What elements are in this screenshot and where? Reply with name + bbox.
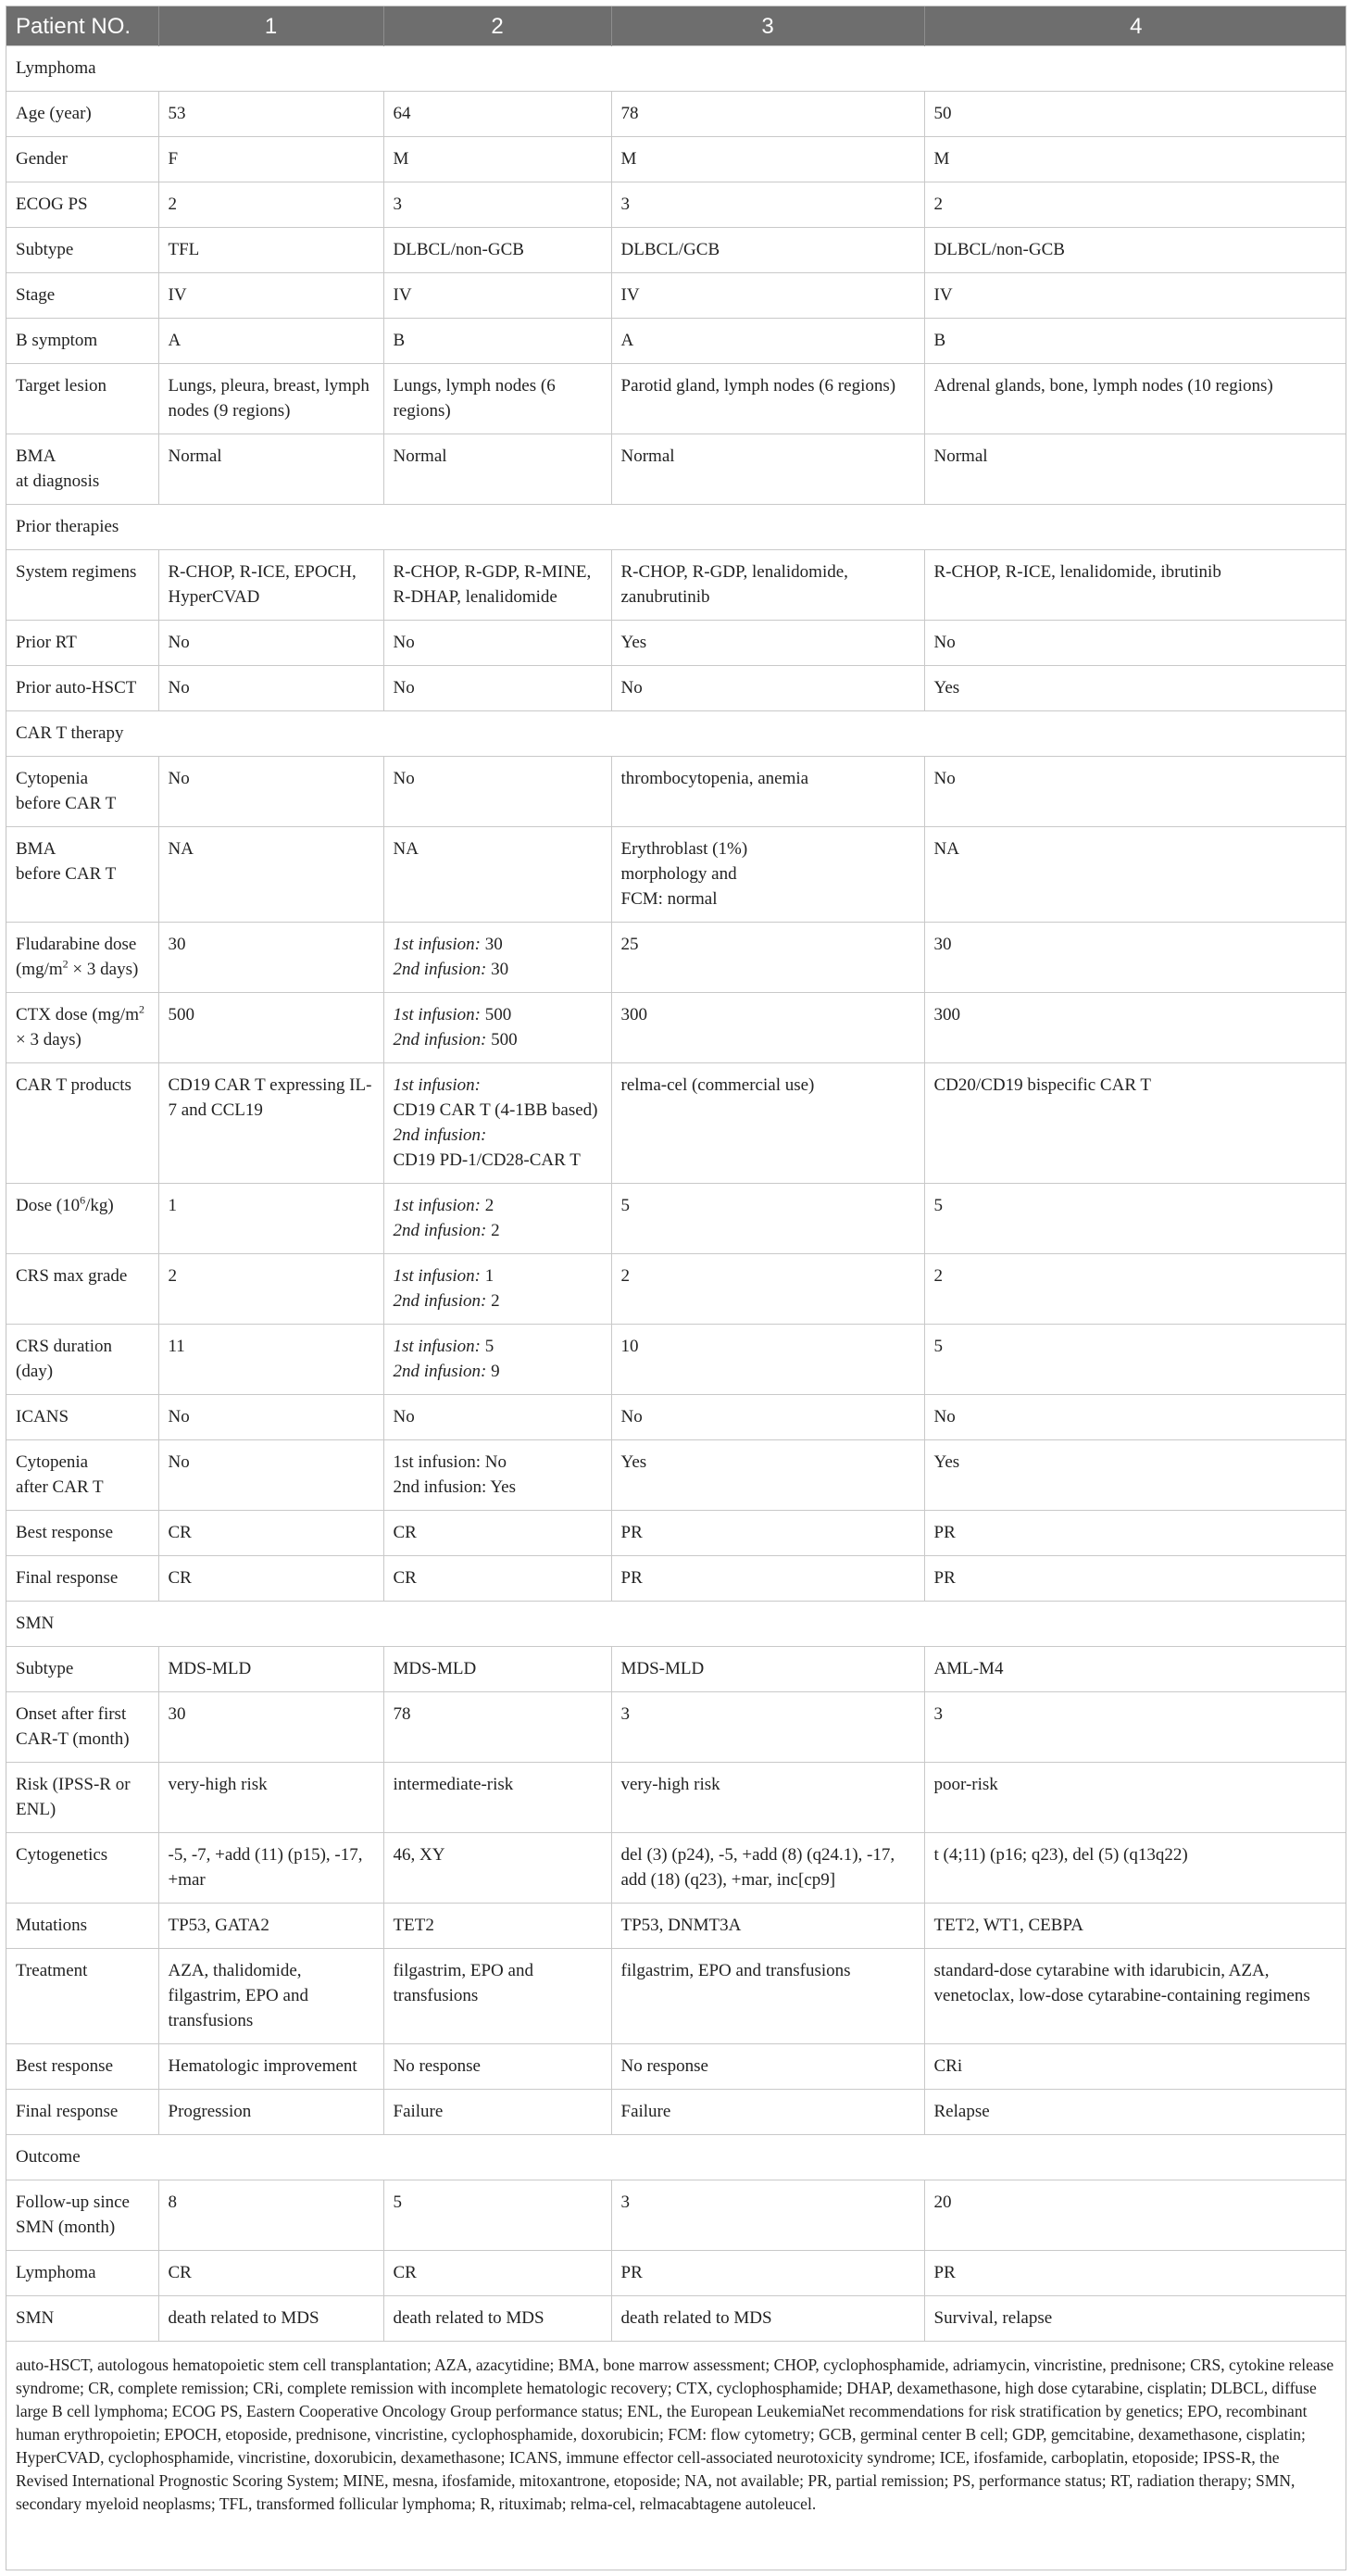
infusion-label: 1st infusion: [393, 1075, 481, 1095]
infusion-label: 2nd infusion: [393, 960, 487, 979]
table-cell: 8 [158, 2180, 383, 2251]
table-row [6, 1440, 1346, 1511]
row-label: Age (year) [6, 92, 158, 137]
table-cell: Failure [383, 2090, 611, 2135]
infusion-value: 500 [486, 1030, 518, 1049]
superscript: 2 [139, 1002, 144, 1016]
table-row [6, 182, 1346, 228]
table-row [6, 2251, 1346, 2296]
row-label: B symptom [6, 319, 158, 364]
table-cell [383, 923, 611, 993]
table-cell [383, 993, 611, 1063]
table-cell: 11 [158, 1325, 383, 1395]
table-cell: B [924, 319, 1346, 364]
section-row [6, 711, 1346, 757]
label-line: before CAR T [16, 864, 117, 884]
table-row [6, 993, 1346, 1063]
table-cell: NA [924, 827, 1346, 923]
table-cell: TP53, GATA2 [158, 1904, 383, 1949]
table-cell: -5, -7, +add (11) (p15), -17, +mar [158, 1833, 383, 1904]
table-cell: 10 [611, 1325, 924, 1395]
table-cell: 300 [611, 993, 924, 1063]
table-cell: CR [383, 1556, 611, 1602]
table-row [6, 1763, 1346, 1833]
table-cell: No [158, 621, 383, 666]
table-cell: 1 [158, 1184, 383, 1254]
row-label: Follow-up since SMN (month) [6, 2180, 158, 2251]
table-cell: No [383, 757, 611, 827]
table-cell: filgastrim, EPO and transfusions [611, 1949, 924, 2044]
table-cell: Relapse [924, 2090, 1346, 2135]
cell-line: Erythroblast (1%) [620, 839, 748, 859]
table-cell: Progression [158, 2090, 383, 2135]
table-cell: 30 [158, 923, 383, 993]
section-outcome: Outcome [6, 2135, 1346, 2180]
table-cell: 5 [924, 1325, 1346, 1395]
label-text: Fludarabine dose (mg/m [16, 935, 137, 979]
table-cell: NA [158, 827, 383, 923]
row-label: Best response [6, 1511, 158, 1556]
row-label: Risk (IPSS-R or ENL) [6, 1763, 158, 1833]
table-cell: No [611, 666, 924, 711]
table-cell: No [383, 621, 611, 666]
table-row [6, 1556, 1346, 1602]
infusion-label: 2nd infusion: [393, 1362, 487, 1381]
row-label: Lymphoma [6, 2251, 158, 2296]
table-cell: 2 [924, 182, 1346, 228]
table-row [6, 434, 1346, 505]
table-cell [383, 1440, 611, 1511]
label-line: before CAR T [16, 794, 117, 813]
table-cell: CD20/CD19 bispecific CAR T [924, 1063, 1346, 1184]
table-cell: Lungs, pleura, breast, lymph nodes (9 regions) [158, 364, 383, 434]
table-cell: No [924, 757, 1346, 827]
table-row [6, 1325, 1346, 1395]
table-cell: 2 [158, 1254, 383, 1325]
table-cell: TET2, WT1, CEBPA [924, 1904, 1346, 1949]
table-footnote: auto-HSCT, autologous hematopoietic stem cell transplantation; AZA, azacytidine; BMA, bone marrow assessment; CHOP, cyclophosphamide, adriamycin, vincristine, prednisone; CRS, cytokine release syndrome; CR, complete remission; CRi, complete remission with incomplete hematologic recovery; CTX, cyclophosphamide; DHAP, dexamethasone, high dose cytarabine, cisplatin; DLBCL, diffuse large B cell lymphoma; ECOG PS, Eastern Cooperative Oncology Group performance status; ENL, the European LeukemiaNet recommendations for risk stratification by genetics; EPO, recombinant human erythropoietin; EPOCH, etoposide, prednisone, vincristine, cyclophosphamide, doxorubicin; FCM: flow cytometry; GCB, germinal center B cell; GDP, gemcitabine, dexamethasone, cisplatin; HyperCVAD, cyclophosphamide, vincristine, doxorubicin, dexamethasone; ICANS, immune effector cell-associated neurotoxicity syndrome; ICE, ifosfamide, carboplatin, etoposide; IPSS-R, the Revised International Prognostic Scoring System; MINE, mesna, ifosfamide, mitoxantrone, etoposide; NA, not available; PR, partial remission; PS, performance status; RT, radiation therapy; SMN, secondary myeloid neoplasms; TFL, transformed follicular lymphoma; R, rituximab; relma-cel, relmacabtagene autoleucel. [6, 2341, 1346, 2529]
table-cell: CR [158, 1511, 383, 1556]
table-cell: 25 [611, 923, 924, 993]
row-label: Subtype [6, 228, 158, 273]
label-line: at diagnosis [16, 471, 100, 491]
table-cell: 3 [611, 2180, 924, 2251]
table-cell: PR [924, 2251, 1346, 2296]
table-cell: No [158, 757, 383, 827]
table-cell: filgastrim, EPO and transfusions [383, 1949, 611, 2044]
table-cell: CR [158, 2251, 383, 2296]
table-row [6, 2090, 1346, 2135]
table-cell: Normal [383, 434, 611, 505]
table-cell: No [158, 1395, 383, 1440]
infusion-value: 500 [480, 1005, 512, 1024]
table-cell: PR [924, 1511, 1346, 1556]
table-cell: NA [383, 827, 611, 923]
infusion-label: 1st infusion: [393, 1196, 481, 1215]
section-lymphoma: Lymphoma [6, 46, 1346, 92]
table-cell: M [383, 137, 611, 182]
row-label [6, 757, 158, 827]
infusion-value: 30 [486, 960, 509, 979]
row-label [6, 434, 158, 505]
infusion-value: 1 [480, 1266, 494, 1286]
table-cell: poor-risk [924, 1763, 1346, 1833]
row-label [6, 1184, 158, 1254]
table-cell: Yes [924, 666, 1346, 711]
label-line: Cytopenia [16, 769, 89, 788]
infusion-value: 2 [480, 1196, 494, 1215]
table-cell: M [611, 137, 924, 182]
table-cell: 53 [158, 92, 383, 137]
superscript: 2 [62, 957, 69, 971]
table-cell: Survival, relapse [924, 2296, 1346, 2342]
section-row [6, 46, 1346, 92]
table-cell: 30 [158, 1692, 383, 1763]
table-row [6, 1511, 1346, 1556]
table-cell: CD19 CAR T expressing IL-7 and CCL19 [158, 1063, 383, 1184]
table-cell: IV [383, 273, 611, 319]
table-cell: TET2 [383, 1904, 611, 1949]
table-row [6, 550, 1346, 621]
row-label: Prior auto-HSCT [6, 666, 158, 711]
table-cell: very-high risk [158, 1763, 383, 1833]
table-row [6, 1833, 1346, 1904]
cell-line: 2nd infusion: Yes [393, 1477, 516, 1497]
table-cell: Normal [924, 434, 1346, 505]
table-cell: standard-dose cytarabine with idarubicin, AZA, venetoclax, low-dose cytarabine-containing regimens [924, 1949, 1346, 2044]
infusion-label: 2nd infusion: [393, 1125, 487, 1145]
table-cell: A [158, 319, 383, 364]
row-label: SMN [6, 2296, 158, 2342]
label-line: after CAR T [16, 1477, 104, 1497]
table-cell: 78 [611, 92, 924, 137]
table-cell: Parotid gland, lymph nodes (6 regions) [611, 364, 924, 434]
row-label: Cytogenetics [6, 1833, 158, 1904]
header-patient-2: 2 [383, 6, 611, 46]
section-row [6, 505, 1346, 550]
table-row [6, 273, 1346, 319]
table-cell: 5 [924, 1184, 1346, 1254]
header-row [6, 6, 1346, 46]
table-cell: Yes [924, 1440, 1346, 1511]
table-cell: 2 [158, 182, 383, 228]
header-patient-no: Patient NO. [6, 6, 158, 46]
table-container [6, 6, 1346, 2570]
table-cell: IV [924, 273, 1346, 319]
row-label [6, 993, 158, 1063]
table-cell: 3 [383, 182, 611, 228]
header-patient-3: 3 [611, 6, 924, 46]
table-cell: No response [383, 2044, 611, 2090]
table-cell: No [158, 666, 383, 711]
table-cell: No [383, 1395, 611, 1440]
table-cell: 20 [924, 2180, 1346, 2251]
table-cell: intermediate-risk [383, 1763, 611, 1833]
label-text: Dose (10 [16, 1196, 81, 1215]
patient-table [6, 6, 1346, 2341]
table-cell [383, 1254, 611, 1325]
table-cell: R-CHOP, R-ICE, EPOCH, HyperCVAD [158, 550, 383, 621]
label-text: /kg) [85, 1196, 114, 1215]
table-cell: relma-cel (commercial use) [611, 1063, 924, 1184]
infusion-value: CD19 PD-1/CD28-CAR T [393, 1150, 581, 1170]
table-cell: PR [611, 1556, 924, 1602]
infusion-label: 1st infusion: [393, 1266, 481, 1286]
label-line: Cytopenia [16, 1452, 89, 1472]
table-cell: AML-M4 [924, 1647, 1346, 1692]
table-cell: No [924, 621, 1346, 666]
table-cell: Failure [611, 2090, 924, 2135]
table-row [6, 2180, 1346, 2251]
table-cell: R-CHOP, R-GDP, R-MINE, R-DHAP, lenalidomide [383, 550, 611, 621]
infusion-label: 2nd infusion: [393, 1291, 487, 1311]
row-label: Treatment [6, 1949, 158, 2044]
label-text: × 3 days) [16, 1030, 81, 1049]
table-row [6, 92, 1346, 137]
table-row [6, 1254, 1346, 1325]
table-cell: DLBCL/GCB [611, 228, 924, 273]
table-cell: MDS-MLD [383, 1647, 611, 1692]
table-row [6, 228, 1346, 273]
table-row [6, 1063, 1346, 1184]
header-patient-1: 1 [158, 6, 383, 46]
table-cell: death related to MDS [158, 2296, 383, 2342]
row-label [6, 1440, 158, 1511]
table-row [6, 319, 1346, 364]
table-cell: Hematologic improvement [158, 2044, 383, 2090]
table-cell: A [611, 319, 924, 364]
row-label: Best response [6, 2044, 158, 2090]
row-label: Gender [6, 137, 158, 182]
section-row [6, 2135, 1346, 2180]
table-cell: PR [611, 2251, 924, 2296]
table-row [6, 923, 1346, 993]
cell-line: FCM: normal [620, 889, 718, 909]
table-cell: 300 [924, 993, 1346, 1063]
row-label: ECOG PS [6, 182, 158, 228]
table-cell: CR [383, 2251, 611, 2296]
row-label: CRS max grade [6, 1254, 158, 1325]
table-cell: del (3) (p24), -5, +add (8) (q24.1), -17, add (18) (q23), +mar, inc[cp9] [611, 1833, 924, 1904]
label-text: CTX dose (mg/m [16, 1005, 139, 1024]
table-row [6, 757, 1346, 827]
table-cell: AZA, thalidomide, filgastrim, EPO and transfusions [158, 1949, 383, 2044]
table-cell: death related to MDS [611, 2296, 924, 2342]
table-row [6, 364, 1346, 434]
cell-line: 1st infusion: No [393, 1452, 507, 1472]
row-label: Target lesion [6, 364, 158, 434]
table-cell: 5 [383, 2180, 611, 2251]
row-label: Prior RT [6, 621, 158, 666]
infusion-value: 2 [486, 1221, 500, 1240]
table-cell: CR [383, 1511, 611, 1556]
table-row [6, 666, 1346, 711]
table-cell: M [924, 137, 1346, 182]
table-cell: MDS-MLD [158, 1647, 383, 1692]
table-cell: Yes [611, 1440, 924, 1511]
table-cell: No [158, 1440, 383, 1511]
table-cell: 2 [611, 1254, 924, 1325]
table-cell: 46, XY [383, 1833, 611, 1904]
cell-line: morphology and [620, 864, 737, 884]
section-car-t-therapy: CAR T therapy [6, 711, 1346, 757]
table-cell: PR [924, 1556, 1346, 1602]
table-cell: death related to MDS [383, 2296, 611, 2342]
table-cell: 3 [924, 1692, 1346, 1763]
row-label: Mutations [6, 1904, 158, 1949]
table-cell: 78 [383, 1692, 611, 1763]
table-cell: No [383, 666, 611, 711]
table-cell: Adrenal glands, bone, lymph nodes (10 regions) [924, 364, 1346, 434]
table-row [6, 1692, 1346, 1763]
table-cell [611, 827, 924, 923]
table-cell: DLBCL/non-GCB [383, 228, 611, 273]
row-label: Onset after first CAR-T (month) [6, 1692, 158, 1763]
table-cell [383, 1325, 611, 1395]
label-line: BMA [16, 839, 56, 859]
label-text: × 3 days) [68, 960, 139, 979]
table-cell: No [611, 1395, 924, 1440]
table-row [6, 621, 1346, 666]
table-cell: TFL [158, 228, 383, 273]
section-row [6, 1602, 1346, 1647]
infusion-label: 2nd infusion: [393, 1221, 487, 1240]
table-row [6, 1949, 1346, 2044]
infusion-label: 2nd infusion: [393, 1030, 487, 1049]
row-label [6, 923, 158, 993]
section-smn: SMN [6, 1602, 1346, 1647]
table-cell: No [924, 1395, 1346, 1440]
table-cell: R-CHOP, R-GDP, lenalidomide, zanubrutinib [611, 550, 924, 621]
table-cell: 50 [924, 92, 1346, 137]
table-cell: 3 [611, 1692, 924, 1763]
table-cell: PR [611, 1511, 924, 1556]
table-row [6, 827, 1346, 923]
row-label: CRS duration (day) [6, 1325, 158, 1395]
row-label: CAR T products [6, 1063, 158, 1184]
row-label: ICANS [6, 1395, 158, 1440]
table-cell: TP53, DNMT3A [611, 1904, 924, 1949]
table-row [6, 1395, 1346, 1440]
table-cell: very-high risk [611, 1763, 924, 1833]
header-patient-4: 4 [924, 6, 1346, 46]
infusion-value: 30 [480, 935, 503, 954]
row-label: Stage [6, 273, 158, 319]
table-cell: No response [611, 2044, 924, 2090]
table-row [6, 2296, 1346, 2342]
table-cell: Yes [611, 621, 924, 666]
table-cell: 30 [924, 923, 1346, 993]
table-cell: R-CHOP, R-ICE, lenalidomide, ibrutinib [924, 550, 1346, 621]
row-label: Subtype [6, 1647, 158, 1692]
row-label: Final response [6, 1556, 158, 1602]
table-row [6, 2044, 1346, 2090]
table-cell: 3 [611, 182, 924, 228]
table-cell: 2 [924, 1254, 1346, 1325]
table-row [6, 137, 1346, 182]
label-line: BMA [16, 446, 56, 466]
table-cell: 500 [158, 993, 383, 1063]
infusion-value: 5 [480, 1337, 494, 1356]
table-cell: MDS-MLD [611, 1647, 924, 1692]
table-cell: Normal [158, 434, 383, 505]
table-cell: DLBCL/non-GCB [924, 228, 1346, 273]
table-row [6, 1904, 1346, 1949]
row-label: Final response [6, 2090, 158, 2135]
table-cell: CR [158, 1556, 383, 1602]
table-cell [383, 1063, 611, 1184]
table-cell: B [383, 319, 611, 364]
table-cell: 64 [383, 92, 611, 137]
table-cell: Normal [611, 434, 924, 505]
table-cell: IV [158, 273, 383, 319]
infusion-label: 1st infusion: [393, 1337, 481, 1356]
row-label [6, 827, 158, 923]
table-cell: 5 [611, 1184, 924, 1254]
infusion-value: CD19 CAR T (4-1BB based) [393, 1100, 598, 1120]
table-row [6, 1647, 1346, 1692]
table-cell: thrombocytopenia, anemia [611, 757, 924, 827]
infusion-value: 2 [486, 1291, 500, 1311]
superscript: 6 [80, 1193, 86, 1207]
table-cell: Lungs, lymph nodes (6 regions) [383, 364, 611, 434]
section-prior-therapies: Prior therapies [6, 505, 1346, 550]
table-cell [383, 1184, 611, 1254]
row-label: System regimens [6, 550, 158, 621]
table-cell: CRi [924, 2044, 1346, 2090]
infusion-label: 1st infusion: [393, 935, 481, 954]
infusion-label: 1st infusion: [393, 1005, 481, 1024]
table-cell: t (4;11) (p16; q23), del (5) (q13q22) [924, 1833, 1346, 1904]
table-cell: IV [611, 273, 924, 319]
table-cell: F [158, 137, 383, 182]
table-row [6, 1184, 1346, 1254]
infusion-value: 9 [486, 1362, 500, 1381]
